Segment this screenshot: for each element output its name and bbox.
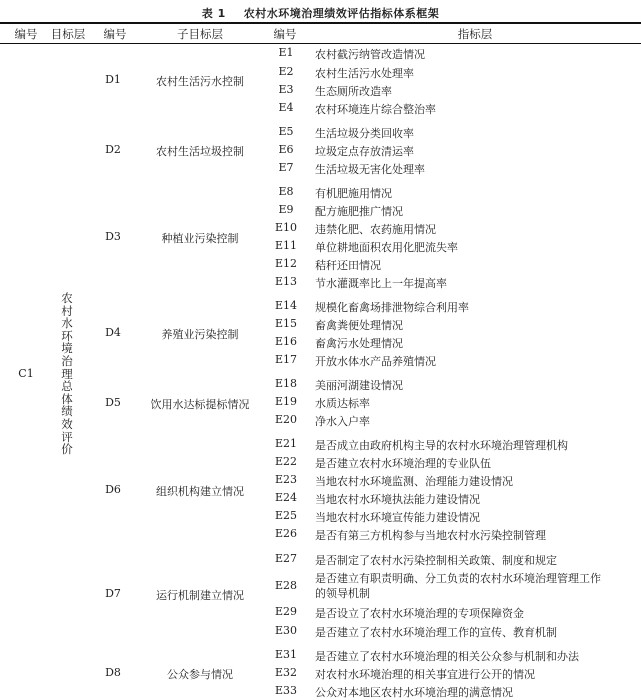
header-ind-code: 编号 <box>273 27 297 41</box>
indicator-text: 单位耕地面积农用化肥流失率 <box>315 241 458 254</box>
indicator-text: 是否有第三方机构参与当地农村水污染控制管理 <box>315 529 546 542</box>
indicator-code: E26 <box>274 527 298 540</box>
indicator-code: E2 <box>278 65 294 78</box>
indicator-text: 有机肥施用情况 <box>315 187 392 200</box>
sub-goal-code: D7 <box>105 587 121 600</box>
indicator-code: E19 <box>274 395 298 408</box>
header-sub-code: 编号 <box>103 27 127 41</box>
table-number: 表 1 <box>201 7 226 20</box>
indicator-text: 生活垃圾分类回收率 <box>315 127 414 140</box>
indicator-text: 是否制定了农村水污染控制相关政策、制度和规定 <box>315 554 557 567</box>
header-indicator: 指标层 <box>457 27 493 41</box>
indicator-text: 农村生活污水处理率 <box>315 67 414 80</box>
goal-name: 农村水环境治理总体绩效评价 <box>61 291 73 457</box>
indicator-code: E14 <box>274 299 298 312</box>
header-goal: 目标层 <box>50 27 86 41</box>
sub-goal-code: D5 <box>105 396 121 409</box>
indicator-text: 是否设立了农村水环境治理的专项保障资金 <box>315 607 524 620</box>
sub-goal-code: D8 <box>105 666 121 679</box>
indicator-code: E18 <box>274 377 298 390</box>
indicator-code: E15 <box>274 317 298 330</box>
header-sub-goal: 子目标层 <box>177 27 223 41</box>
sub-goal-name: 组织机构建立情况 <box>156 485 244 498</box>
sub-goal-name: 养殖业污染控制 <box>161 328 239 341</box>
sub-goal-name: 农村生活污水控制 <box>156 75 244 88</box>
indicator-code: E8 <box>278 185 294 198</box>
indicator-text: 是否成立由政府机构主导的农村水环境治理管理机构 <box>315 439 568 452</box>
indicator-code: E28 <box>274 579 298 592</box>
indicator-text: 是否建立农村水环境治理的专业队伍 <box>315 457 491 470</box>
indicator-text-continued: 的领导机制 <box>315 587 370 600</box>
indicator-code: E9 <box>278 203 294 216</box>
indicator-code: E30 <box>274 624 298 637</box>
indicator-text: 当地农村水环境执法能力建设情况 <box>315 493 480 506</box>
indicator-code: E3 <box>278 83 294 96</box>
indicator-code: E13 <box>274 275 298 288</box>
sub-goal-code: D2 <box>105 143 121 156</box>
sub-goal-name: 饮用水达标提标情况 <box>150 398 250 411</box>
table-caption <box>0 5 641 21</box>
sub-goal-name: 种植业污染控制 <box>161 232 239 245</box>
indicator-text: 是否建立有职责明确、分工负责的农村水环境治理管理工作 <box>315 572 601 585</box>
indicator-text: 水质达标率 <box>315 397 370 410</box>
indicator-text: 违禁化肥、农药施用情况 <box>315 223 436 236</box>
indicator-text: 规模化畜禽场排泄物综合利用率 <box>315 301 469 314</box>
indicator-code: E1 <box>278 46 294 59</box>
indicator-text: 是否建立了农村水环境治理工作的宣传、教育机制 <box>315 626 557 639</box>
indicator-code: E5 <box>278 125 294 138</box>
indicator-code: E6 <box>278 143 294 156</box>
indicator-code: E32 <box>274 666 298 679</box>
indicator-code: E11 <box>274 239 298 252</box>
indicator-code: E25 <box>274 509 298 522</box>
goal-code: C1 <box>18 367 34 380</box>
indicator-text: 净水入户率 <box>315 415 370 428</box>
indicator-code: E33 <box>274 684 298 697</box>
indicator-code: E10 <box>274 221 298 234</box>
indicator-code: E24 <box>274 491 298 504</box>
indicator-text: 开放水体水产品养殖情况 <box>315 355 436 368</box>
indicator-text: 美丽河湖建设情况 <box>315 379 403 392</box>
indicator-code: E21 <box>274 437 298 450</box>
indicator-code: E12 <box>274 257 298 270</box>
sub-goal-code: D3 <box>105 230 121 243</box>
indicator-text: 畜禽粪便处理情况 <box>315 319 403 332</box>
indicator-text: 节水灌溉率比上一年提高率 <box>315 277 447 290</box>
indicator-code: E22 <box>274 455 298 468</box>
indicator-code: E31 <box>274 648 298 661</box>
indicator-text: 是否建立了农村水环境治理的相关公众参与机制和办法 <box>315 650 579 663</box>
indicator-text: 当地农村水环境宣传能力建设情况 <box>315 511 480 524</box>
sub-goal-code: D4 <box>105 326 121 339</box>
indicator-code: E4 <box>278 101 294 114</box>
sub-goal-name: 公众参与情况 <box>167 668 233 681</box>
indicator-code: E27 <box>274 552 298 565</box>
indicator-text: 生活垃圾无害化处理率 <box>315 163 425 176</box>
indicator-text: 当地农村水环境监测、治理能力建设情况 <box>315 475 513 488</box>
indicator-code: E17 <box>274 353 298 366</box>
indicator-text: 农村截污纳管改造情况 <box>315 48 425 61</box>
indicator-text: 配方施肥推广情况 <box>315 205 403 218</box>
indicator-text: 垃圾定点存放清运率 <box>315 145 414 158</box>
indicator-text: 畜禽污水处理情况 <box>315 337 403 350</box>
indicator-code: E16 <box>274 335 298 348</box>
indicator-text: 秸秆还田情况 <box>315 259 381 272</box>
indicator-code: E23 <box>274 473 298 486</box>
header-goal-code: 编号 <box>14 27 38 41</box>
indicator-code: E20 <box>274 413 298 426</box>
top-rule <box>0 22 641 24</box>
indicator-text: 生态厕所改造率 <box>315 85 392 98</box>
indicator-text: 公众对本地区农村水环境治理的满意情况 <box>315 686 513 699</box>
indicator-text: 对农村水环境治理的相关事宜进行公开的情况 <box>315 668 535 681</box>
indicator-code: E29 <box>274 605 298 618</box>
sub-goal-code: D6 <box>105 483 121 496</box>
sub-goal-name: 农村生活垃圾控制 <box>156 145 244 158</box>
sub-goal-name: 运行机制建立情况 <box>156 589 244 602</box>
sub-goal-code: D1 <box>105 73 121 86</box>
indicator-text: 农村环境连片综合整治率 <box>315 103 436 116</box>
indicator-code: E7 <box>278 161 294 174</box>
header-rule <box>0 43 641 44</box>
table-title: 农村水环境治理绩效评估指标体系框架 <box>243 7 440 20</box>
